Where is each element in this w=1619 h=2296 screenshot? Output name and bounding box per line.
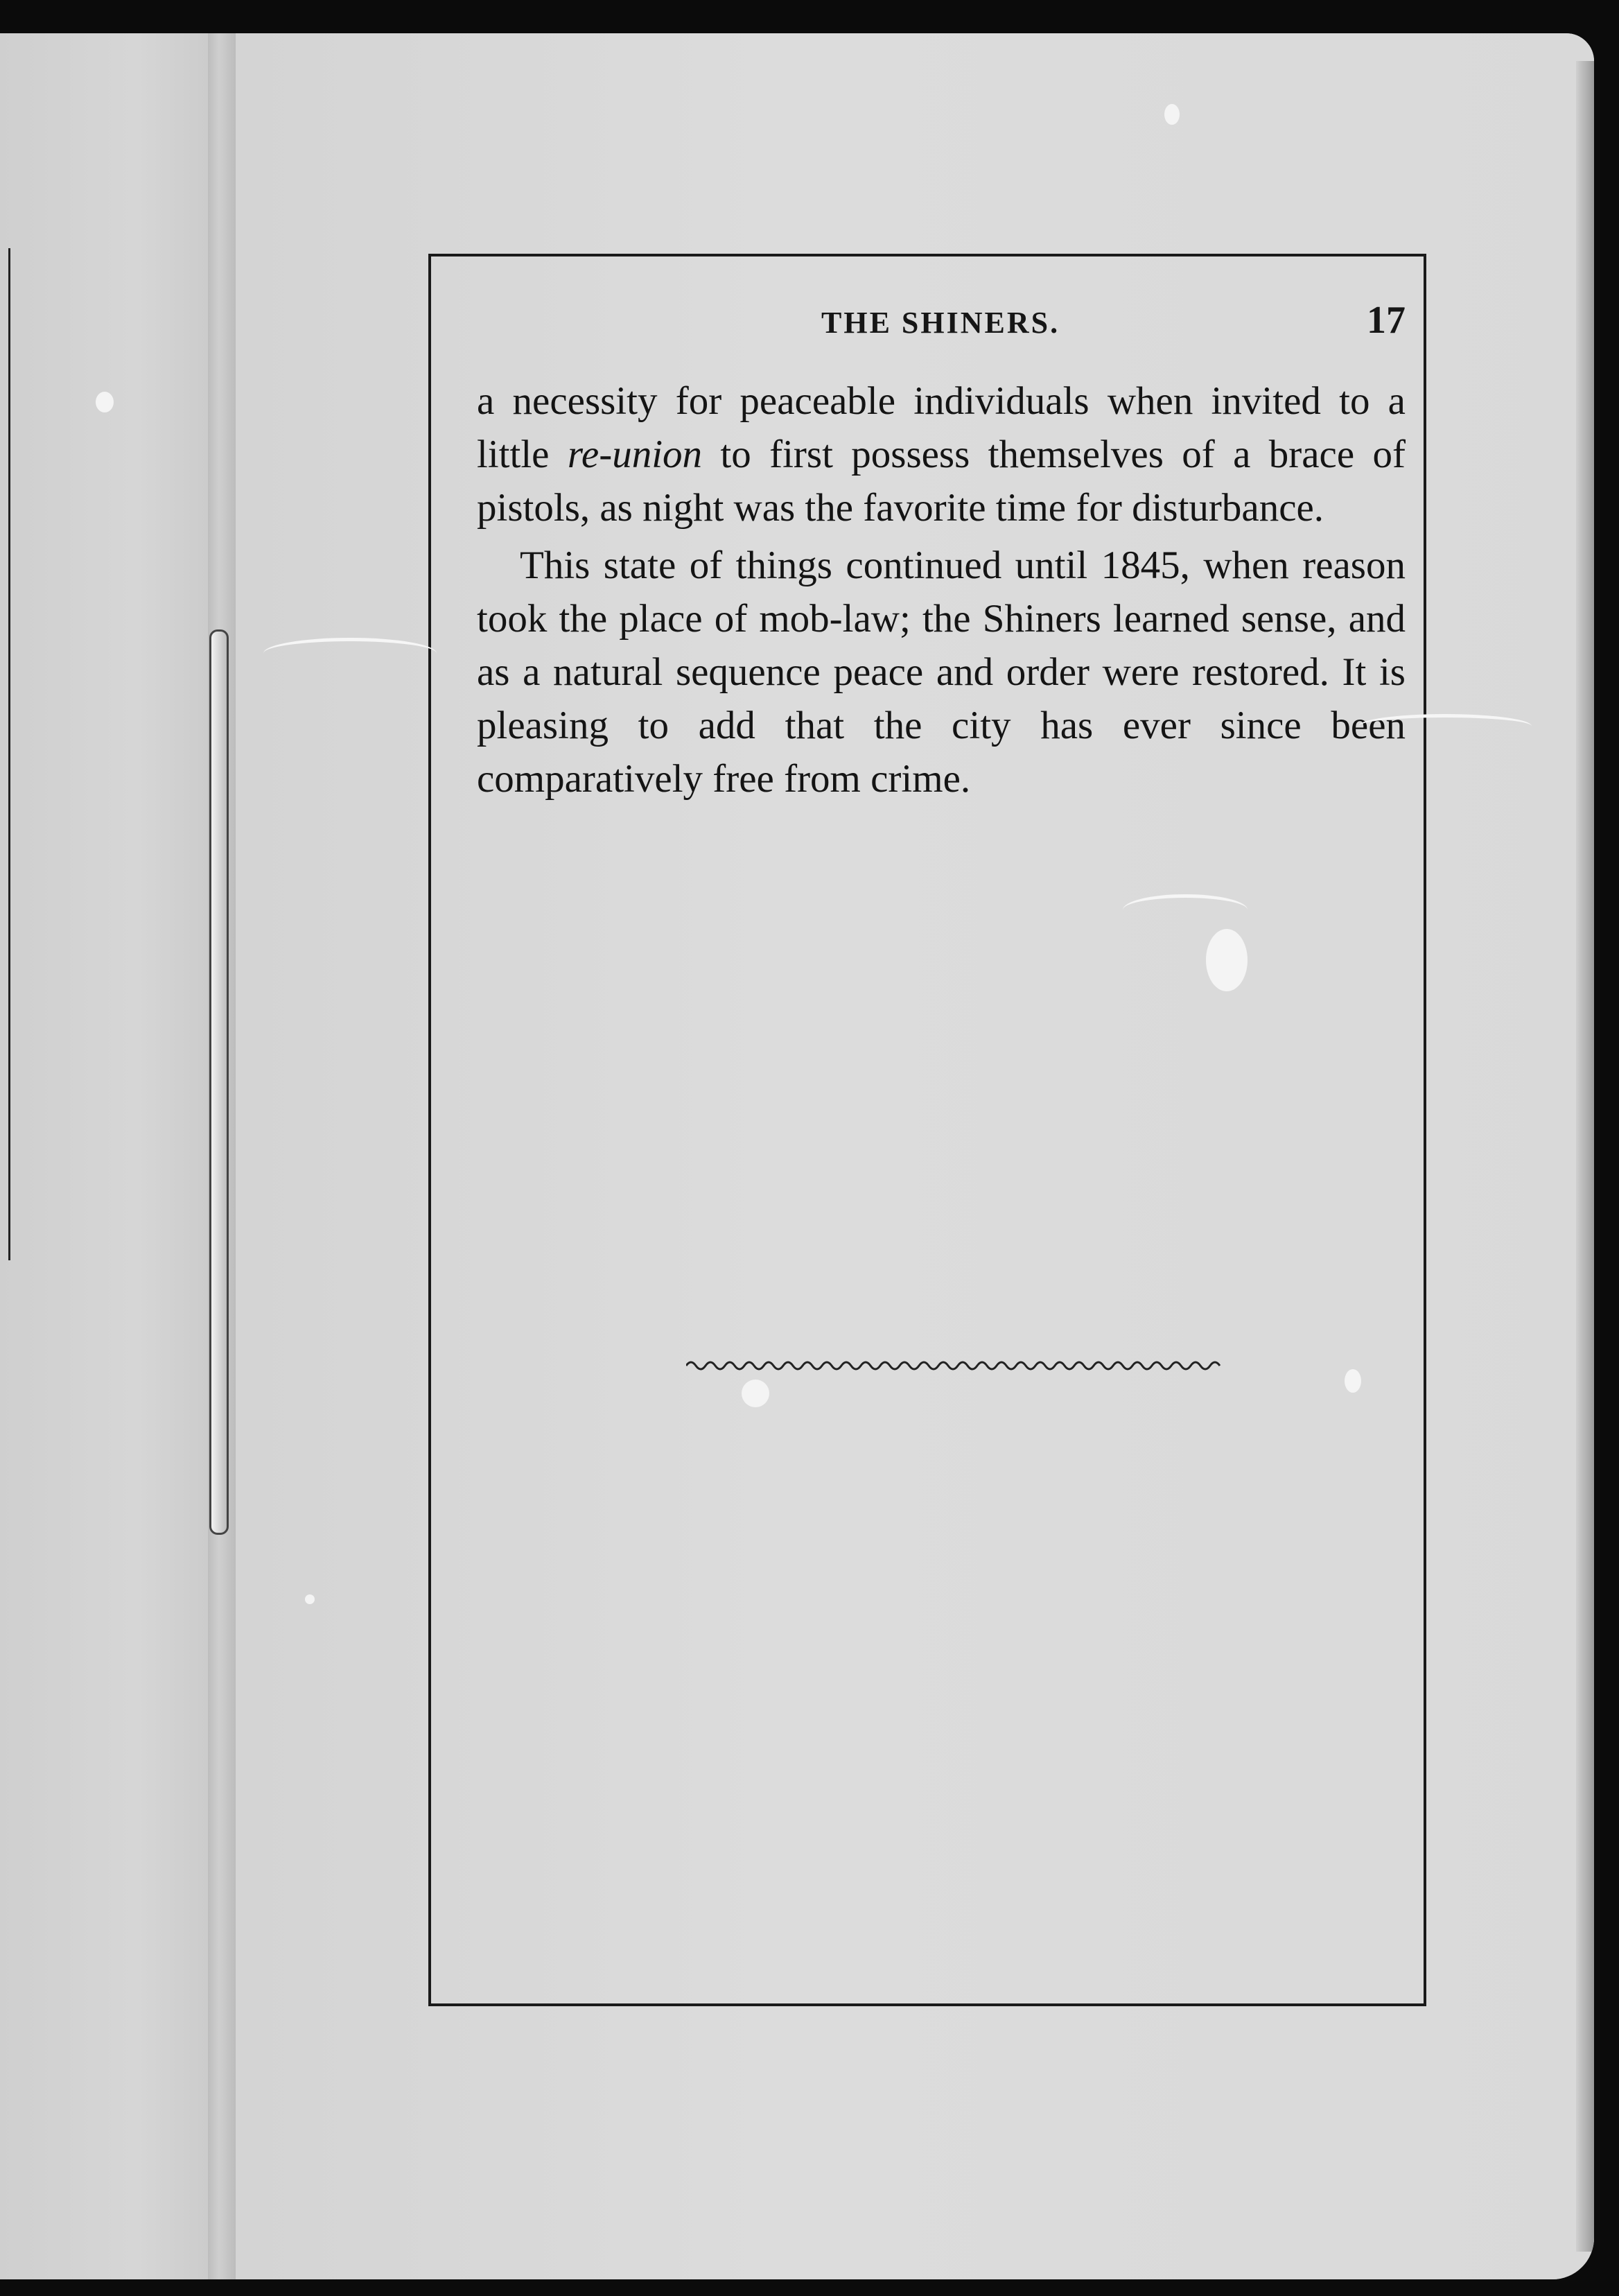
paragraph-1-italic: re-union — [567, 433, 703, 476]
paragraph-1 — [477, 374, 1406, 534]
running-head: THE SHINERS. — [821, 306, 1060, 340]
scan-speck — [96, 392, 114, 412]
page-number: 17 — [1367, 299, 1406, 342]
end-ornament-rule — [686, 1357, 1227, 1374]
paragraph-1-end: to first possess themselves of a brace of pistols, as night was the favorite time for disturbance. — [477, 433, 1406, 530]
scan-scratch — [1358, 714, 1532, 738]
page-edge-shadow — [1576, 61, 1594, 2252]
scan-scratch — [263, 638, 437, 669]
facing-page-left — [0, 33, 229, 2279]
binding-staple — [209, 629, 229, 1535]
scan-scratch — [1123, 894, 1248, 925]
scan-speck — [742, 1380, 769, 1407]
paragraph-1-start: a necessity for peaceable individuals when invited to a little — [477, 379, 1406, 476]
scan-speck — [1206, 929, 1248, 991]
scan-speck — [1164, 104, 1180, 125]
facing-page-frame-edge — [8, 248, 10, 1260]
scan-speck — [1345, 1369, 1361, 1393]
scan-speck — [305, 1594, 315, 1604]
paragraph-2: This state of things continued until 1845, when reason took the place of mob-law; the Shiners learned sense, and as a natural sequence peace and order were restored. It is pleasing to add that the city has ever since been comparatively free from crime. — [477, 543, 1406, 801]
body-text — [477, 374, 1406, 806]
